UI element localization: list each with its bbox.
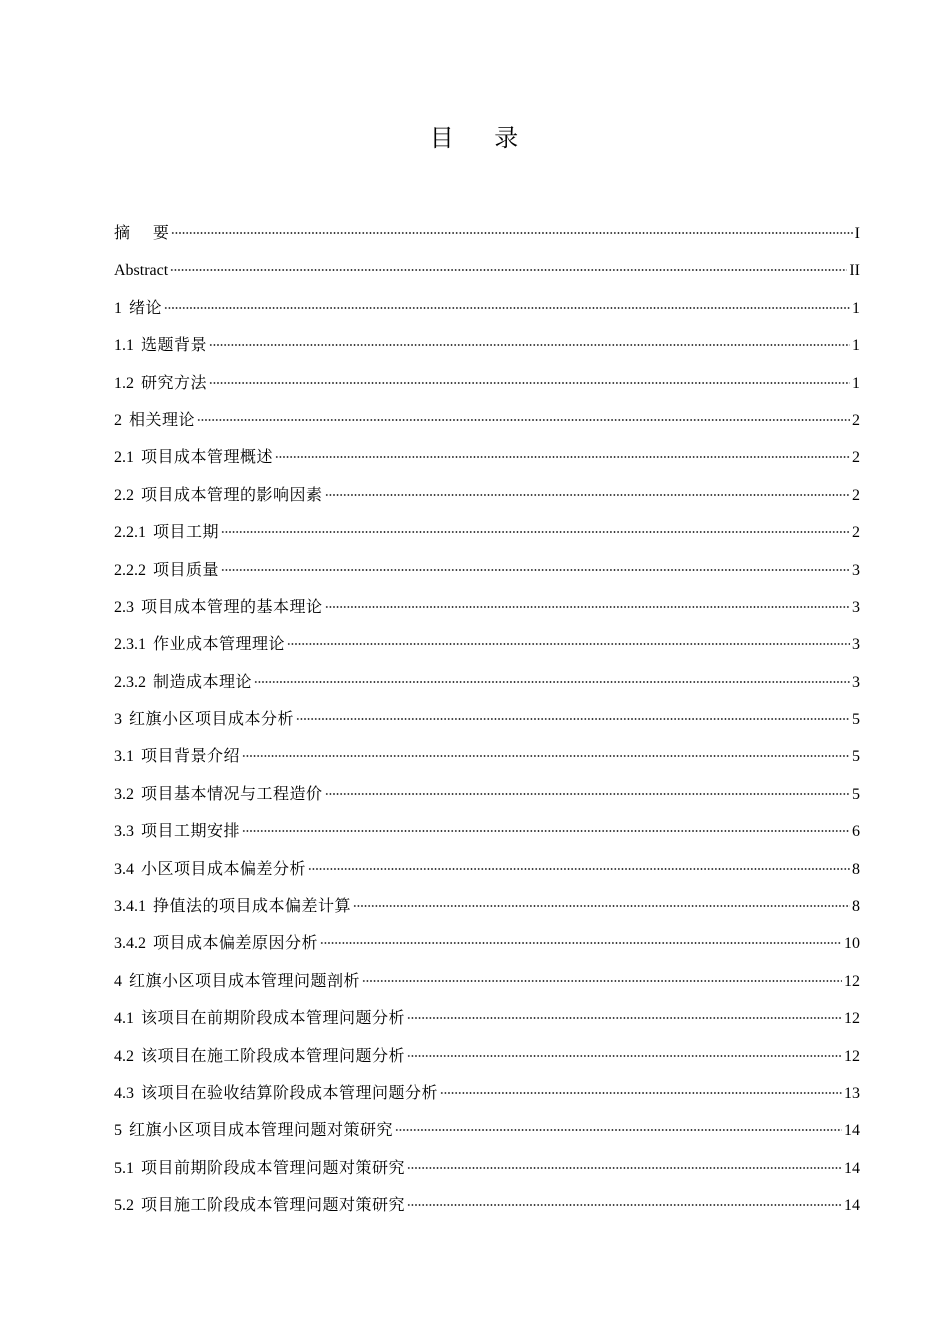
toc-entry-number: 5.2 <box>114 1197 134 1215</box>
toc-entry-page-number: 5 <box>852 785 860 803</box>
toc-entry-label <box>114 700 294 738</box>
toc-entry-number: 2.2.1 <box>114 524 146 542</box>
dot-leader <box>164 307 850 309</box>
toc-entry[interactable] <box>114 513 860 550</box>
toc-entry-title: Abstract <box>114 262 169 280</box>
toc-entry[interactable] <box>114 962 860 999</box>
toc-entry-title: 相关理论 <box>129 409 196 429</box>
toc-entry-title: 绪论 <box>129 297 163 317</box>
toc-entry[interactable] <box>114 214 860 251</box>
toc-list <box>114 214 860 1224</box>
toc-entry-label <box>114 887 351 925</box>
toc-entry[interactable] <box>114 625 860 662</box>
toc-entry-title: 红旗小区项目成本管理问题剖析 <box>129 970 361 990</box>
toc-entry-label <box>114 1074 438 1112</box>
toc-entry-title: 制造成本理论 <box>153 671 253 691</box>
toc-entry-label <box>114 551 219 589</box>
toc-entry[interactable] <box>114 289 860 326</box>
toc-entry[interactable] <box>114 476 860 513</box>
toc-entry-page-number: 13 <box>844 1084 860 1102</box>
dot-leader <box>308 868 850 870</box>
toc-entry-label <box>114 962 360 1000</box>
toc-entry-title: 项目质量 <box>153 559 220 579</box>
toc-entry-page-number: 2 <box>852 411 860 429</box>
toc-entry-page-number: 3 <box>852 636 860 654</box>
dot-leader <box>170 269 847 271</box>
toc-entry[interactable] <box>114 663 860 700</box>
toc-entry-label <box>114 1111 393 1149</box>
toc-entry[interactable] <box>114 1037 860 1074</box>
dot-leader <box>362 980 842 982</box>
dot-leader <box>407 1055 842 1057</box>
toc-entry-title: 项目基本情况与工程造价 <box>141 783 323 803</box>
toc-entry-label <box>114 775 323 813</box>
toc-entry-label <box>114 850 306 888</box>
toc-entry-page-number: 1 <box>852 299 860 317</box>
dot-leader <box>353 905 850 907</box>
dot-leader <box>407 1017 842 1019</box>
toc-entry[interactable] <box>114 364 860 401</box>
toc-entry-number: 2 <box>114 411 122 429</box>
toc-entry-number: 1 <box>114 299 122 317</box>
toc-entry-title: 项目成本管理概述 <box>141 447 274 467</box>
toc-entry-label <box>114 737 240 775</box>
toc-entry-title: 研究方法 <box>141 372 208 392</box>
toc-entry[interactable] <box>114 588 860 625</box>
toc-entry-label <box>114 663 252 701</box>
toc-entry-title: 选题背景 <box>141 335 208 355</box>
toc-entry-number: 2.3 <box>114 598 134 616</box>
toc-entry[interactable] <box>114 1111 860 1148</box>
toc-entry-page-number: 12 <box>844 1047 860 1065</box>
toc-entry-number: 4.2 <box>114 1047 134 1065</box>
dot-leader <box>395 1129 842 1131</box>
toc-entry-page-number: 8 <box>852 898 860 916</box>
toc-entry-number: 2.2 <box>114 486 134 504</box>
toc-entry-title: 红旗小区项目成本管理问题对策研究 <box>129 1120 394 1140</box>
toc-entry-number: 2.3.2 <box>114 673 146 691</box>
toc-entry-label <box>114 364 207 402</box>
toc-entry-page-number: 3 <box>852 561 860 579</box>
toc-entry-title: 项目施工阶段成本管理问题对策研究 <box>141 1195 406 1215</box>
toc-entry-label <box>114 513 219 551</box>
toc-entry-label <box>114 812 240 850</box>
toc-entry[interactable] <box>114 1149 860 1186</box>
toc-entry-page-number: I <box>854 225 860 242</box>
dot-leader <box>287 643 850 645</box>
toc-entry-label <box>114 401 195 439</box>
toc-entry-label <box>114 251 168 289</box>
toc-entry-number: 2.3.1 <box>114 636 146 654</box>
toc-entry-title: 项目背景介绍 <box>141 746 241 766</box>
toc-entry-number: 3 <box>114 711 122 729</box>
toc-entry-label <box>114 289 162 327</box>
toc-entry-number: 3.4.1 <box>114 898 146 916</box>
toc-entry[interactable] <box>114 251 860 288</box>
toc-entry-number: 3.3 <box>114 823 134 841</box>
toc-entry-title: 项目工期 <box>153 522 220 542</box>
toc-entry-number: 4.1 <box>114 1010 134 1028</box>
toc-entry-page-number: 14 <box>844 1197 860 1215</box>
toc-entry[interactable] <box>114 438 860 475</box>
toc-entry-title: 挣值法的项目成本偏差计算 <box>153 896 352 916</box>
toc-entry-title: 红旗小区项目成本分析 <box>129 709 295 729</box>
toc-entry-title: 该项目在验收结算阶段成本管理问题分析 <box>141 1082 439 1102</box>
toc-entry-title: 该项目在前期阶段成本管理问题分析 <box>141 1008 406 1028</box>
dot-leader <box>296 718 850 720</box>
toc-entry-page-number: 12 <box>844 972 860 990</box>
toc-entry-page-number: 1 <box>852 374 860 392</box>
toc-entry-page-number: 2 <box>852 449 860 467</box>
toc-entry[interactable] <box>114 775 860 812</box>
toc-entry-page-number: 2 <box>852 486 860 504</box>
toc-entry[interactable] <box>114 924 860 961</box>
toc-entry-label <box>114 438 273 476</box>
toc-entry-label <box>114 1149 405 1187</box>
dot-leader <box>254 681 850 683</box>
toc-entry-label <box>114 1037 405 1075</box>
toc-entry[interactable] <box>114 812 860 849</box>
toc-entry[interactable] <box>114 887 860 924</box>
toc-entry-label <box>114 588 323 626</box>
toc-entry-page-number: 12 <box>844 1010 860 1028</box>
toc-entry-number: 3.1 <box>114 748 134 766</box>
toc-entry[interactable] <box>114 700 860 737</box>
dot-leader <box>325 494 850 496</box>
toc-entry[interactable] <box>114 1186 860 1223</box>
toc-entry-page-number: 14 <box>844 1122 860 1140</box>
toc-entry[interactable] <box>114 1074 860 1111</box>
toc-entry-number: 1.2 <box>114 374 134 392</box>
toc-entry-page-number: 5 <box>852 711 860 729</box>
dot-leader <box>221 569 850 571</box>
toc-entry-label <box>114 326 207 364</box>
toc-entry-page-number: 2 <box>852 524 860 542</box>
toc-entry-label <box>114 924 318 962</box>
toc-entry-page-number: 14 <box>844 1159 860 1177</box>
toc-entry-page-number: 3 <box>852 673 860 691</box>
toc-entry[interactable] <box>114 999 860 1036</box>
toc-entry-number: 3.4.2 <box>114 935 146 953</box>
dot-leader <box>325 606 850 608</box>
dot-leader <box>440 1092 842 1094</box>
toc-entry-page-number: 10 <box>844 935 860 953</box>
toc-entry-title: 项目前期阶段成本管理问题对策研究 <box>141 1157 406 1177</box>
toc-entry-page-number: 8 <box>852 860 860 878</box>
toc-entry-title: 项目成本管理的影响因素 <box>141 484 323 504</box>
toc-heading <box>0 118 950 158</box>
toc-entry-label <box>114 476 323 514</box>
dot-leader <box>407 1204 842 1206</box>
toc-entry-number: 5.1 <box>114 1159 134 1177</box>
toc-heading-text: 目 录 <box>429 124 521 152</box>
toc-entry-page-number: 5 <box>852 748 860 766</box>
toc-entry-title: 项目成本管理的基本理论 <box>141 596 323 616</box>
toc-entry-title: 项目成本偏差原因分析 <box>153 933 319 953</box>
toc-entry-page-number: II <box>849 262 860 280</box>
toc-entry-number: 3.4 <box>114 860 134 878</box>
dot-leader <box>221 531 850 533</box>
toc-entry-number: 4.3 <box>114 1084 134 1102</box>
dot-leader <box>197 419 850 421</box>
toc-entry[interactable] <box>114 551 860 588</box>
dot-leader <box>171 232 852 234</box>
toc-entry-title: 项目工期安排 <box>141 821 241 841</box>
toc-entry-number: 2.1 <box>114 449 134 467</box>
toc-entry-number: 3.2 <box>114 785 134 803</box>
toc-entry-label <box>114 214 169 251</box>
dot-leader <box>242 755 850 757</box>
dot-leader <box>275 456 850 458</box>
dot-leader <box>209 382 850 384</box>
dot-leader <box>325 793 850 795</box>
toc-entry[interactable] <box>114 850 860 887</box>
toc-entry-number: 2.2.2 <box>114 561 146 579</box>
dot-leader <box>242 830 850 832</box>
toc-entry-title: 小区项目成本偏差分析 <box>141 858 307 878</box>
toc-entry-page-number: 6 <box>852 823 860 841</box>
toc-entry-label <box>114 999 405 1037</box>
toc-entry-title: 该项目在施工阶段成本管理问题分析 <box>141 1045 406 1065</box>
toc-entry[interactable] <box>114 326 860 363</box>
toc-entry[interactable] <box>114 737 860 774</box>
toc-entry-number: 1.1 <box>114 337 134 355</box>
toc-entry-number: 4 <box>114 972 122 990</box>
toc-entry-number: 5 <box>114 1122 122 1140</box>
dot-leader <box>320 942 842 944</box>
toc-entry[interactable] <box>114 401 860 438</box>
toc-entry-title: 作业成本管理理论 <box>153 634 286 654</box>
toc-entry-page-number: 1 <box>852 337 860 355</box>
toc-entry-label <box>114 625 285 663</box>
dot-leader <box>407 1167 842 1169</box>
dot-leader <box>209 344 850 346</box>
toc-entry-page-number: 3 <box>852 598 860 616</box>
toc-entry-title: 摘 要 <box>114 223 170 242</box>
toc-entry-label <box>114 1186 405 1224</box>
